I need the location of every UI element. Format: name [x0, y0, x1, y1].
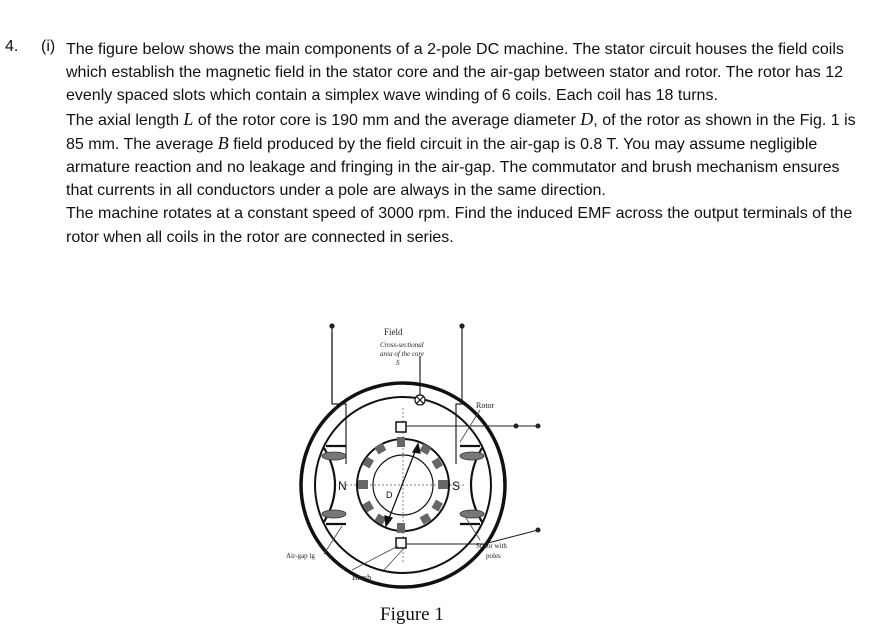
label-cross-sectional: Cross-sectional: [380, 341, 424, 349]
slot: [420, 444, 432, 455]
slot: [438, 480, 448, 489]
output-leads: [406, 424, 540, 544]
question-text: [66, 38, 856, 249]
symbol-L: L: [183, 108, 194, 129]
question-part-label: (i): [41, 38, 56, 55]
slot: [397, 437, 405, 447]
pole-label-north: N: [338, 479, 347, 493]
label-stator-line1: Stator with: [476, 542, 507, 550]
label-area-symbol: S: [396, 359, 400, 367]
paragraph-parameters: The axial length L of the rotor core is 190 mm and the average diameter D, of the rotor as shown in the Fig. 1 is 85 mm. The average B field produced by the field circuit in the air-gap is 0.8 T. You may assume negligible armature reaction and no leakage and fringing in the air-gap. The commutator and brush mechanism ensures that currents in all conductors under a pole are always in the same direction.: [66, 108, 856, 200]
label-stator-line2: poles: [486, 552, 501, 560]
question-number: 4.: [5, 38, 19, 55]
pole-label-south: S: [452, 479, 461, 493]
label-diameter: D: [386, 490, 393, 500]
dc-machine-figure: [280, 318, 560, 600]
label-rotor: Rotor: [476, 401, 495, 410]
paragraph-setup: The figure below shows the main components of a 2-pole DC machine. The stator circuit houses the field coils which establish the magnetic field in the stator core and the air-gap between stator and rotor. The rotor has 12 evenly spaced slots which contain a simplex wave winding of 6 coils. Each coil has 18 turns.: [66, 41, 844, 105]
symbol-D: D: [580, 108, 594, 129]
label-area-core: area of the core: [380, 350, 424, 358]
flux-cross-icon: [415, 395, 425, 405]
symbol-B: B: [217, 132, 229, 153]
slot: [358, 480, 368, 489]
slot: [397, 523, 405, 533]
label-field: Field: [384, 327, 403, 337]
figure-caption: Figure 1: [380, 604, 444, 625]
slot: [375, 443, 387, 454]
paragraph-task: The machine rotates at a constant speed of 3000 rpm. Find the induced EMF across the output terminals of the rotor when all coils in the rotor are connected in series.: [66, 205, 853, 246]
label-brush: Brush: [352, 573, 372, 582]
label-airgap: Air-gap lg: [286, 552, 315, 560]
